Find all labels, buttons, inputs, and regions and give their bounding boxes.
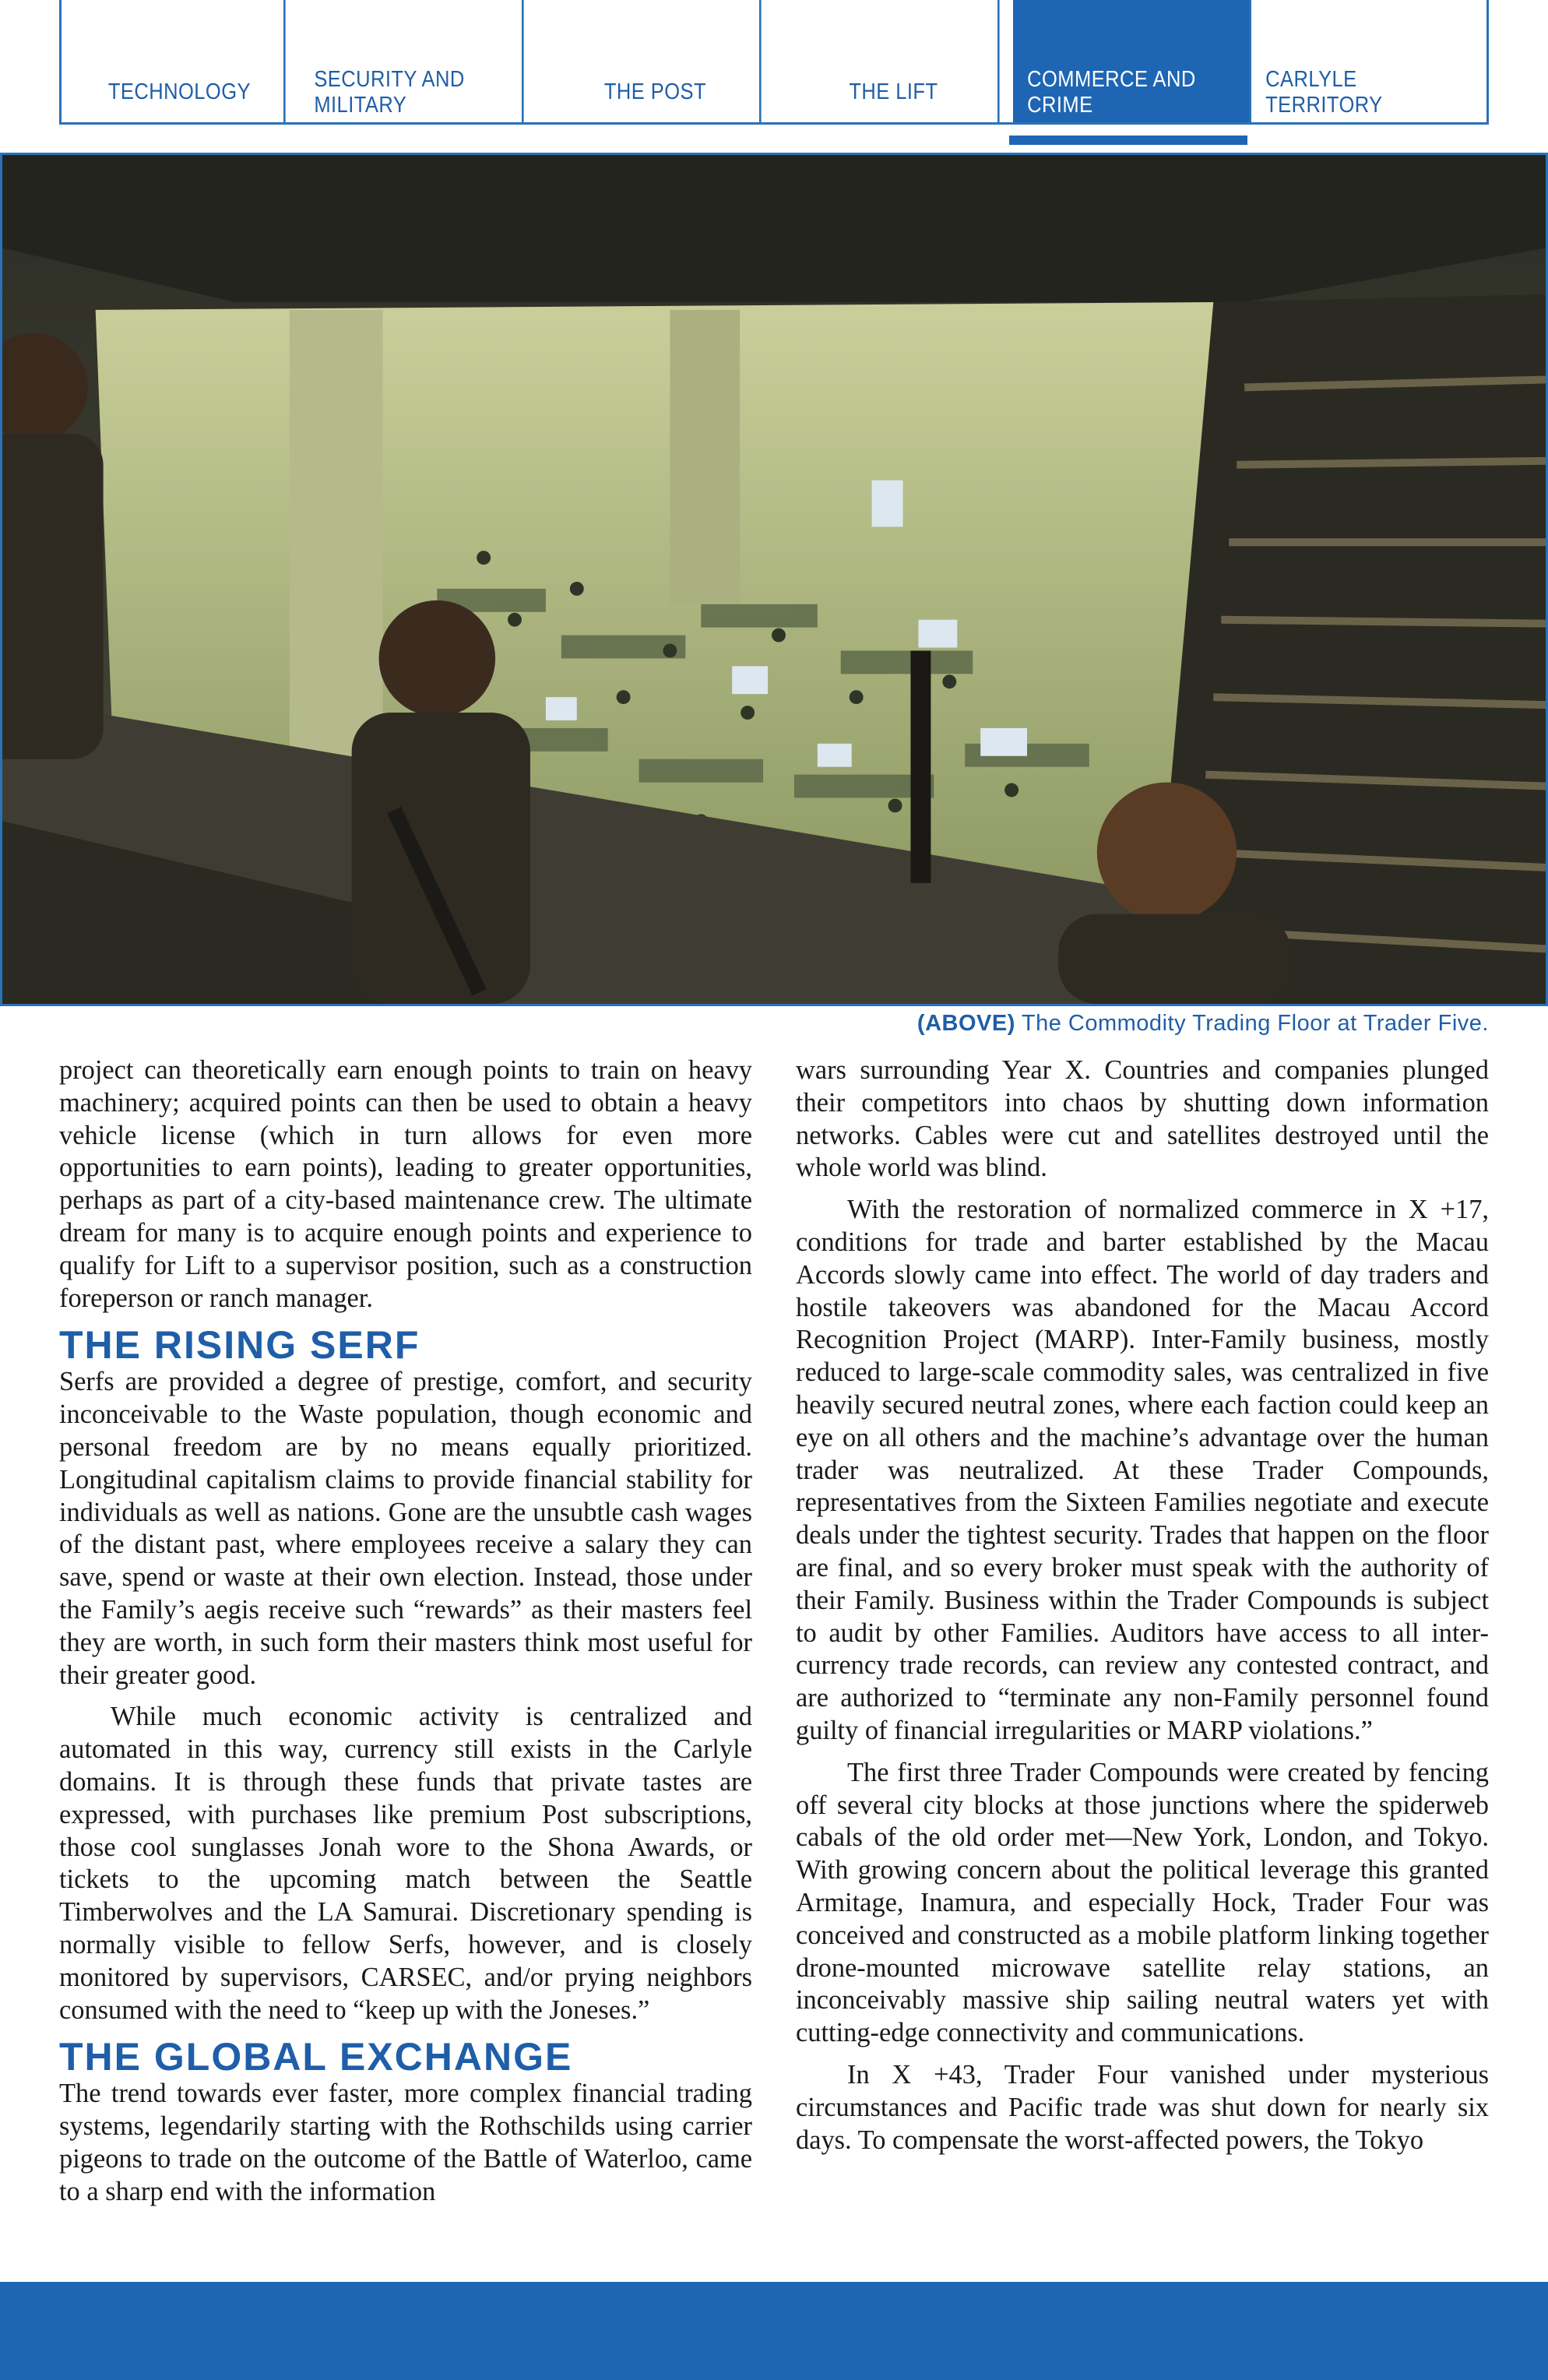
paragraph: Serfs are provided a degree of prestige, comfort, and security inconceivable to the Waste population, though economic and personal freedom are by no means equally prioritized. Longitudinal capitalism claims to provide financial stability for individuals as well as nations. Gone are the unsubtle cash wages of the distant past, where employees receive a salary they can save, spend or waste at their own election. Instead, those under the Family’s aegis receive such “rewards” as their masters feel they are worth, in such form their masters think most useful for their greater good. [59,1367,752,1690]
tab-label: THE POST [603,79,706,104]
tab-the-lift[interactable] [790,0,999,122]
paragraph: In X +43, Trader Four vanished under mysterious circumstances and Pacific trade was shut down for nearly six days. To compensate the worst-affected powers, the Tokyo [796,2059,1489,2155]
tab-the-post[interactable] [551,0,761,122]
text-column-left [59,1054,752,2209]
tab-carlyle-territory[interactable] [1265,0,1472,122]
active-tab-indicator [1009,136,1247,145]
paragraph: wars surrounding Year X. Countries and companies plunged their competitors into chaos by shutting down information networks. Cables were cut and satellites destroyed until the whole world was blind. [796,1055,1489,1183]
tab-label: COMMERCE AND CRIME [1027,66,1196,118]
tab-label: THE LIFT [848,79,938,104]
tab-label: SECURITY AND MILITARY [313,66,465,118]
paragraph: project can theoretically earn enough points to train on heavy machinery; acquired points can then be used to obtain a heavy vehicle license (which in turn allows for even more opportunities to earn points), leading to greater opportunities, perhaps as part of a city-based maintenance crew. The ultimate dream for many is to acquire enough points and experience to qualify for Lift to a supervisor position, such as a construction foreperson or ranch manager. [59,1055,752,1313]
tab-label: TECHNOLOGY [107,79,251,104]
tab-security-and-military[interactable] [314,0,523,122]
footer-bar [0,2282,1548,2380]
section-heading: THE RISING SERF [59,1323,420,1368]
caption-lead: (ABOVE) [916,1011,1015,1036]
section-heading: THE GLOBAL EXCHANGE [59,2035,573,2079]
tab-commerce-and-crime[interactable] [1013,0,1251,122]
tab-technology[interactable] [76,0,285,122]
hero-illustration [0,153,1548,1006]
paragraph: The first three Trader Compounds were created by fencing off several city blocks at those junctions where the spiderweb cabals of the old order met—New York, London, and Tokyo. With growing concern about the political leverage this granted Armitage, Inamura, and especially Hock, Trader Four was conceived and constructed as a mobile platform linking together drone-mounted microwave satellite relay stations, an inconceivably massive ship sailing neutral waters yet with cutting-edge connectivity and communications. [796,1757,1489,2048]
section-tabs [59,0,1489,125]
figure-caption [917,1011,1489,1037]
paragraph: While much economic activity is centralized and automated in this way, currency still exists in the Carlyle domains. It is through these funds that private tastes are expressed, with purchases like premium Post subscriptions, those cool sunglasses Jonah wore to the Shona Awards, or tickets to the upcoming match between the Seattle Timberwolves and the LA Samurai. Discretionary spending is normally visible to fellow Serfs, however, and is closely monitored by supervisors, CARSEC, and/or prying neighbors consumed with the need to “keep up with the Joneses.” [59,1702,752,2025]
concrete-pillar [670,310,740,604]
caption-text: The Commodity Trading Floor at Trader Five. [1015,1011,1489,1036]
text-column-right [796,1054,1489,2156]
paragraph: The trend towards ever faster, more complex financial trading systems, legendarily starting with the Rothschilds using carrier pigeons to trade on the outcome of the Battle of Waterloo, came to a sharp end with the information [59,2079,752,2206]
tab-label: CARLYLE TERRITORY [1265,66,1383,118]
trading-floor-artwork [2,155,1546,1004]
paragraph: With the restoration of normalized commerce in X +17, conditions for trade and barter established by the Macau Accords slowly came into effect. The world of day traders and hostile takeovers was abandoned for the Macau Accord Recognition Project (MARP). Inter-Family business, mostly reduced to large-scale commodity sales, was centralized in five heavily secured neutral zones, where each faction could keep an eye on all others and the machine’s advantage over the human trader was neutralized. At these Trader Compounds, representatives from the Sixteen Families negotiate and execute deals under the tightest security. Trades that happen on the floor are final, and so every broker must speak with the authority of their Family. Business within the Trader Compounds is subject to audit by other Families. Auditors have access to all inter-currency trade records, can review any contested contract, and are authorized to “terminate any non-Family personnel found guilty of financial irregularities or MARP violations.” [796,1195,1489,1745]
